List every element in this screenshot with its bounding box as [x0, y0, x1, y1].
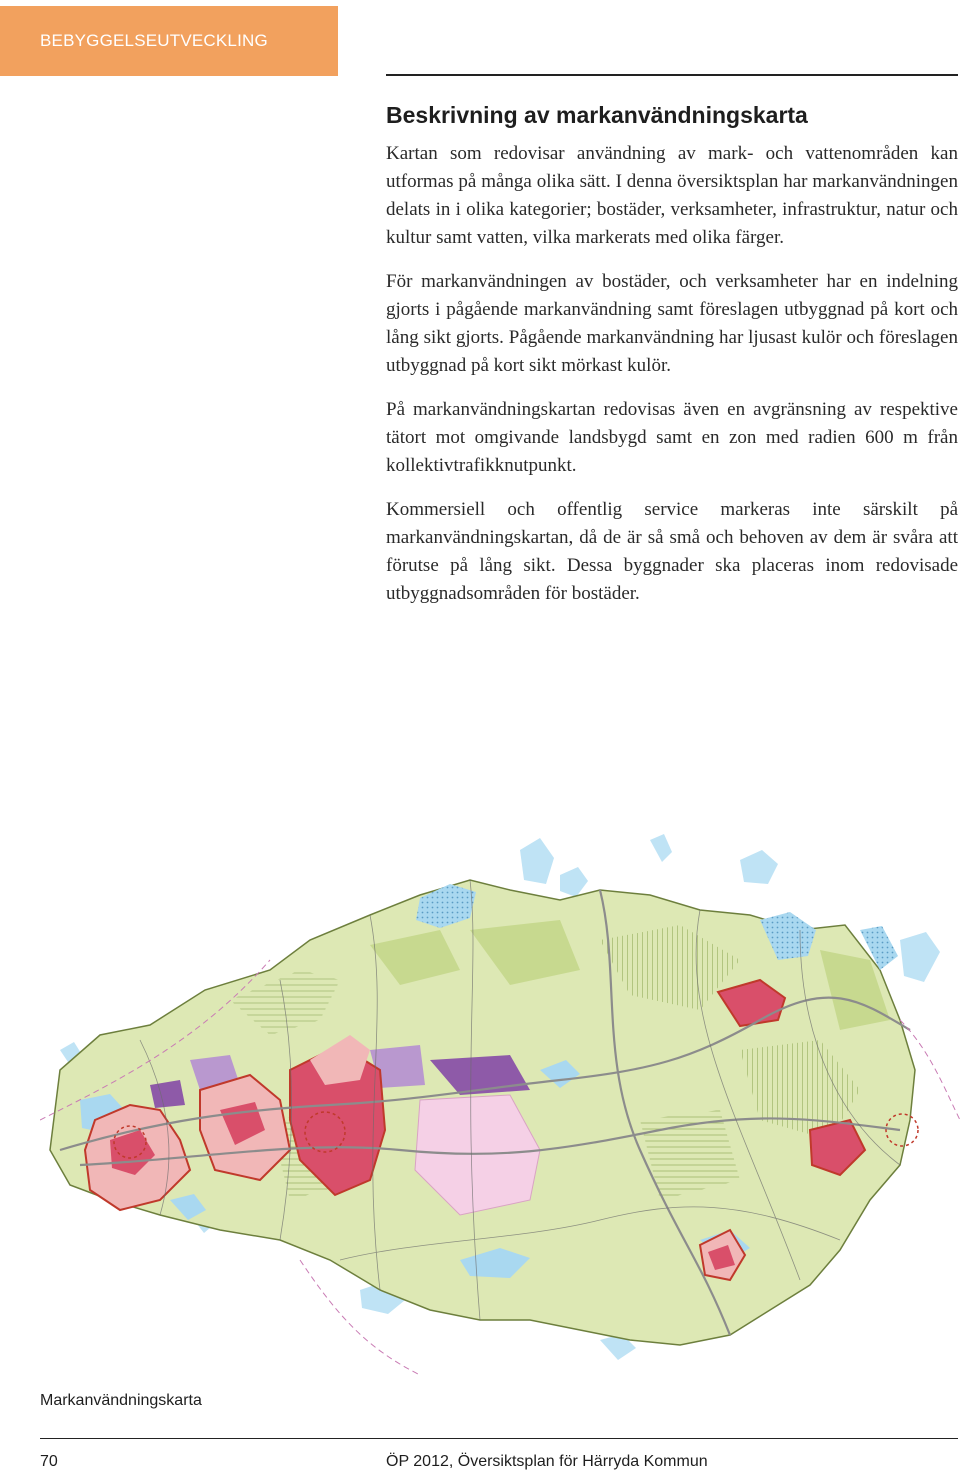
footer-rule [40, 1438, 958, 1439]
section-header-tab: BEBYGGELSEUTVECKLING [0, 6, 338, 76]
paragraph-boundary-zone: På markanvändningskartan redovisas även en avgränsning av respektive tätort mot omgivande landsbygd samt en zon med radien 600 m från kollektivtrafikknutpunkt. [386, 399, 958, 476]
paragraph-service: Kommersiell och offentlig service markeras inte särskilt på markanvändningskartan, då de är så små och behoven av dem är svåra att förutse på lång sikt. Dessa byggnader ska placeras inom redovisade utbyggnadsområden för bostäder. [386, 499, 958, 604]
article-title: Beskrivning av markanvändningskarta [386, 102, 808, 128]
page-number: 70 [40, 1453, 58, 1470]
article-body [386, 100, 958, 624]
publication-title: ÖP 2012, Översiktsplan för Härryda Kommun [386, 1453, 708, 1470]
paragraph-intro: Kartan som redovisar användning av mark- och vattenområden kan utformas på många olika sätt. I denna översiktsplan har markanvändningen delats in i olika kategorier; bostäder, verksamheter, infrastruktur, natur och kultur samt vatten, vilka markerats med olika färger. [386, 143, 958, 248]
map-caption: Markanvändningskarta [40, 1392, 202, 1409]
paragraph-land-use-division: För markanvändningen av bostäder, och verksamheter har en indelning gjorts i pågående markanvändning samt föreslagen utbyggnad på kort och lång sikt gjorts. Pågående markanvändning har ljusast kulör och föreslagen utbyggnad på kort sikt mörkast kulör. [386, 271, 958, 376]
header-rule [386, 74, 958, 76]
land-use-map [40, 820, 960, 1375]
land-use-map-graphic [40, 820, 960, 1375]
